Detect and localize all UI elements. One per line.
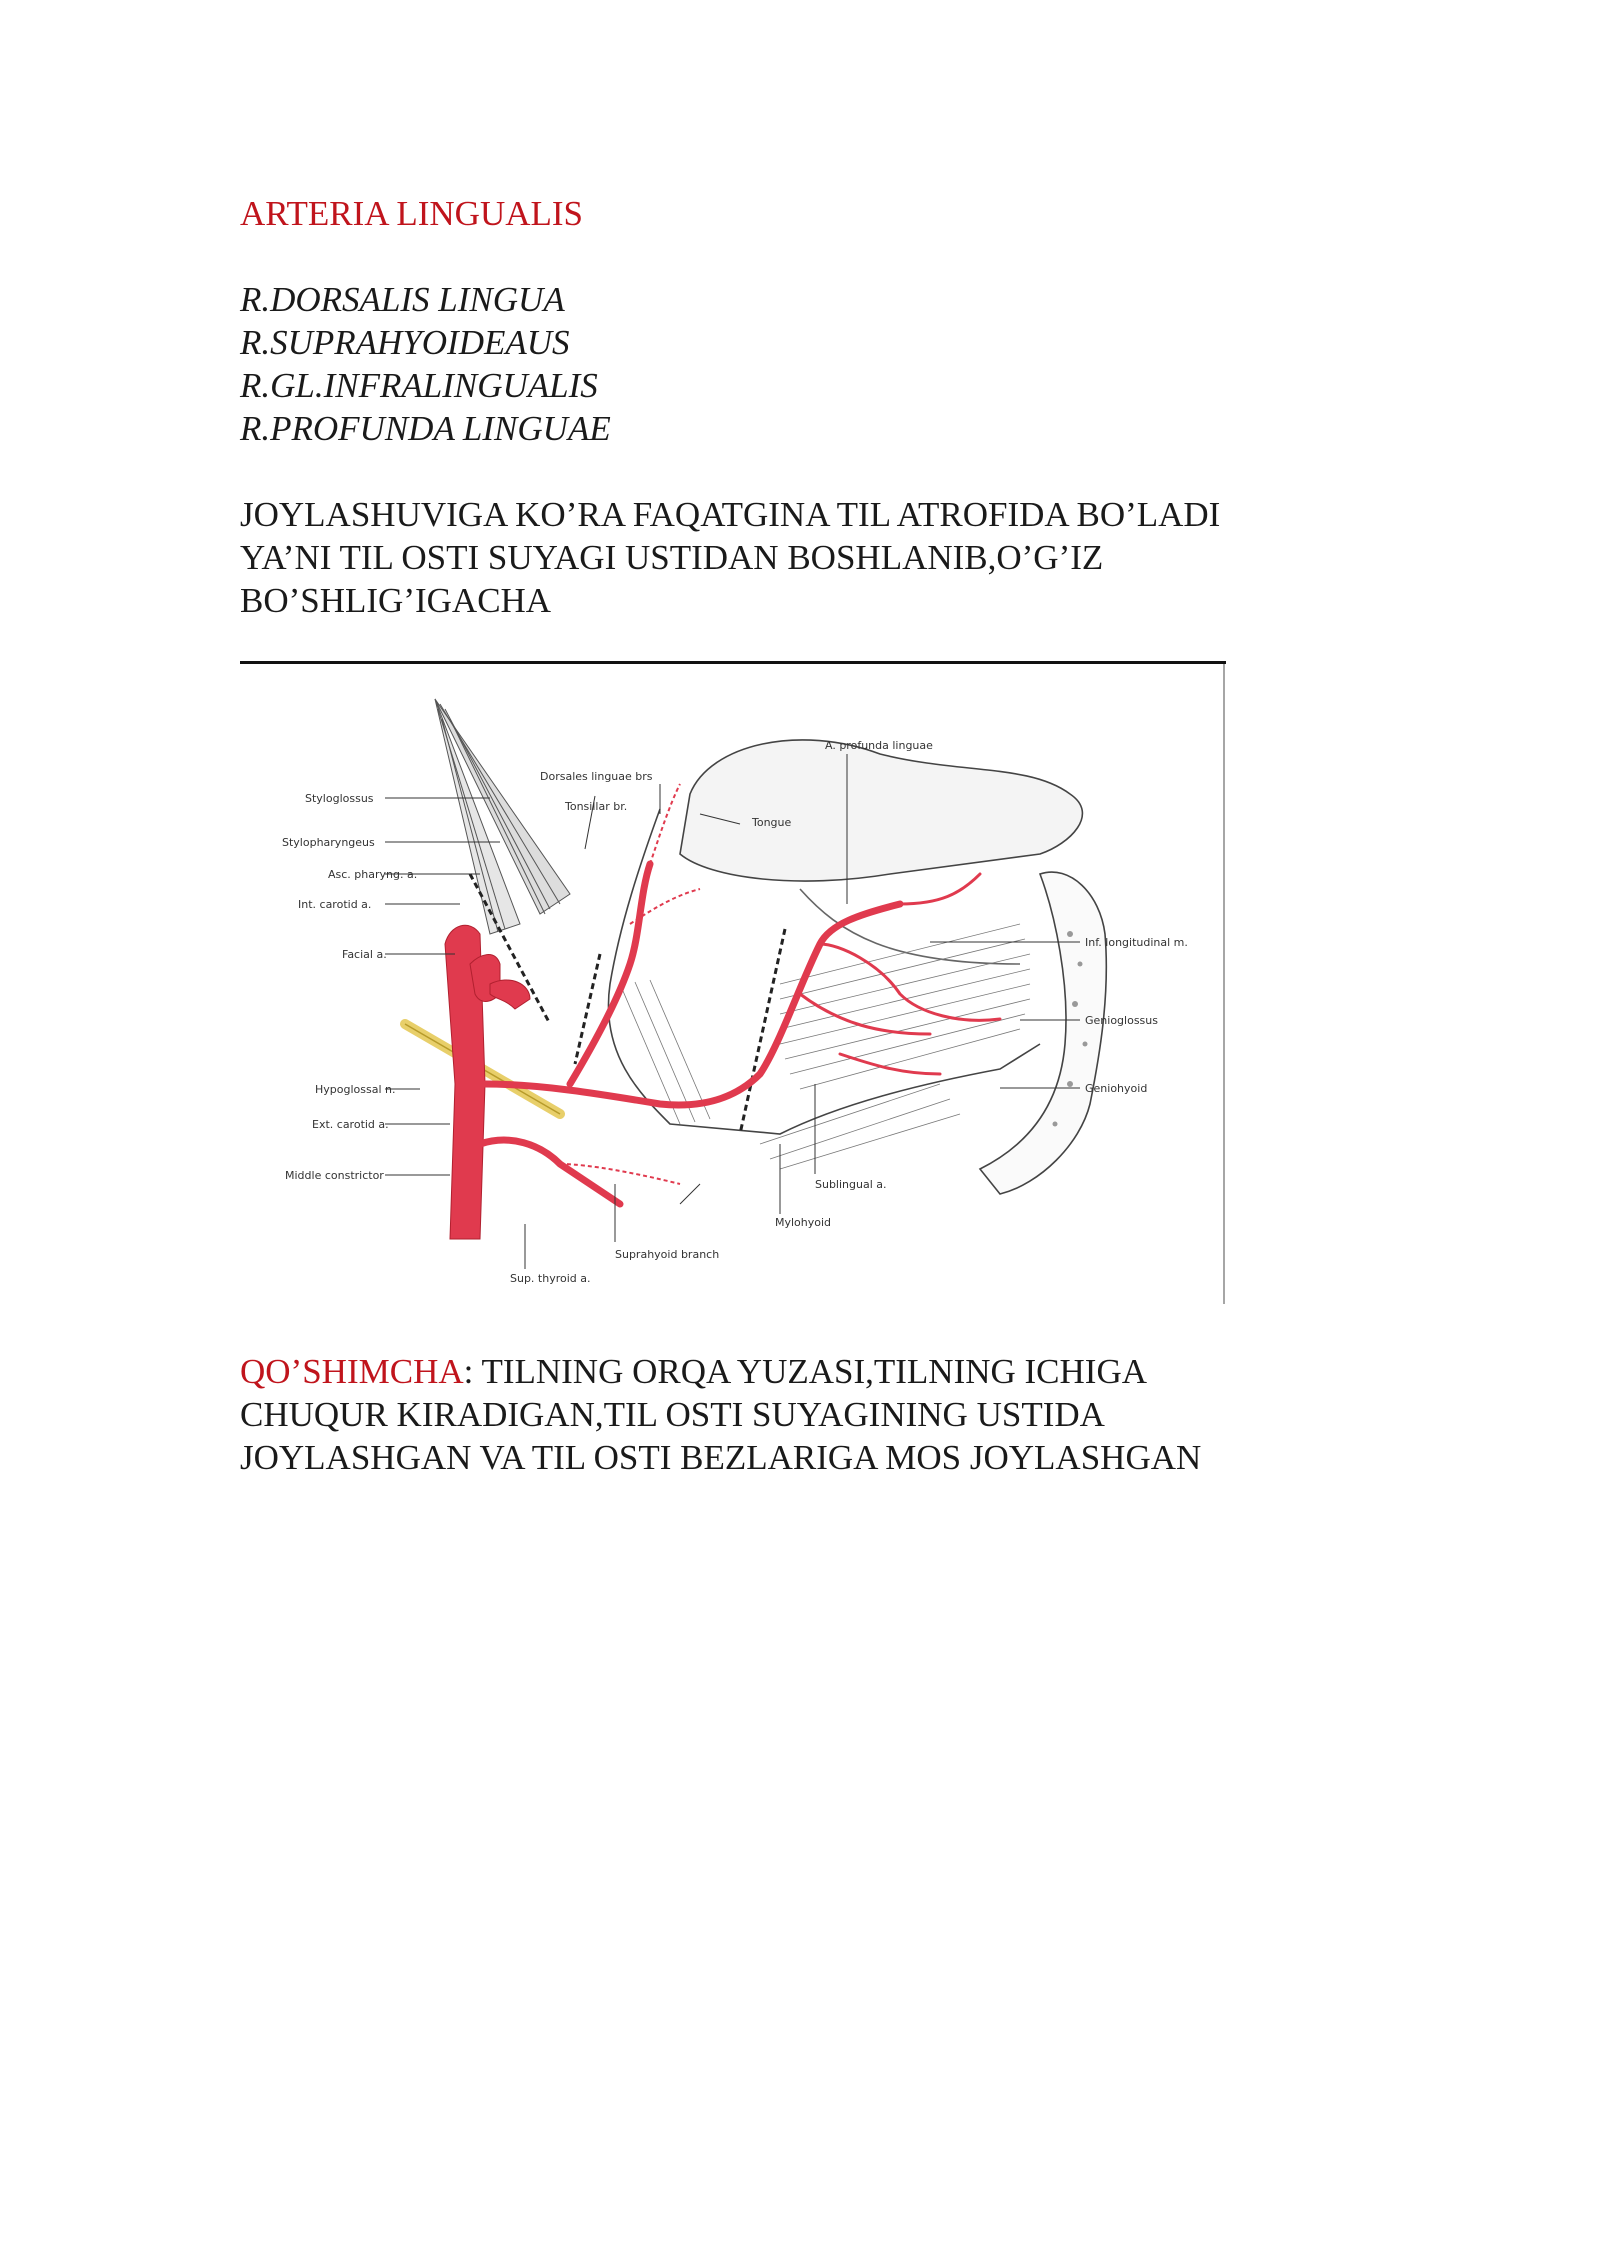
mandible — [980, 872, 1106, 1194]
label-styloglossus: Styloglossus — [305, 792, 374, 805]
branch-item: R.DORSALIS LINGUA — [240, 280, 565, 319]
label-geniohyoid: Geniohyoid — [1085, 1082, 1148, 1095]
label-middle-constrictor: Middle constrictor — [285, 1169, 384, 1182]
lingual-artery — [480, 864, 900, 1204]
lingual-artery-illustration — [240, 664, 1226, 1309]
label-mylohyoid: Mylohyoid — [775, 1216, 832, 1229]
location-paragraph — [240, 493, 1360, 622]
label-genioglossus: Genioglossus — [1085, 1014, 1158, 1027]
extra-line: JOYLASHGAN VA TIL OSTI BEZLARIGA MOS JOYLASHGAN — [240, 1438, 1202, 1477]
label-suprahyoid: Suprahyoid branch — [615, 1248, 720, 1261]
label-sublingual: Sublingual a. — [815, 1178, 887, 1191]
branch-item: R.GL.INFRALINGUALIS — [240, 366, 598, 405]
tongue-shape — [608, 740, 1082, 1134]
branch-list — [240, 278, 611, 450]
label-tongue: Tongue — [752, 816, 792, 829]
extra-line: CHUQUR KIRADIGAN,TIL OSTI SUYAGINING USTIDA — [240, 1395, 1105, 1434]
label-hypoglossal: Hypoglossal n. — [315, 1083, 396, 1096]
extra-line — [240, 1350, 1360, 1393]
lingual-artery-branches — [800, 874, 1000, 1074]
location-line: YA’NI TIL OSTI SUYAGI USTIDAN BOSHLANIB,O’G’IZ — [240, 538, 1104, 577]
label-ext-carotid: Ext. carotid a. — [312, 1118, 389, 1131]
location-line: BO’SHLIG’IGACHA — [240, 581, 552, 620]
label-int-carotid: Int. carotid a. — [298, 898, 372, 911]
label-tonsillar: Tonsillar br. — [565, 800, 628, 813]
extra-first-text: : TILNING ORQA YUZASI,TILNING ICHIGA — [463, 1352, 1148, 1391]
location-line: JOYLASHUVIGA KO’RA FAQATGINA TIL ATROFIDA BO’LADI — [240, 495, 1221, 534]
page-title: ARTERIA LINGUALIS — [240, 194, 584, 233]
anatomy-figure — [240, 664, 1226, 1309]
label-asc-pharyng: Asc. pharyng. a. — [328, 868, 418, 881]
branch-item: R.PROFUNDA LINGUAE — [240, 409, 611, 448]
branch-item: R.SUPRAHYOIDEAUS — [240, 323, 570, 362]
tongue-muscle-hatching — [620, 924, 1030, 1169]
additional-paragraph — [240, 1350, 1360, 1479]
extra-label: QO’SHIMCHA — [240, 1352, 464, 1391]
label-sup-thyroid: Sup. thyroid a. — [510, 1272, 591, 1285]
label-dorsales: Dorsales linguae brs — [540, 770, 653, 783]
label-facial: Facial a. — [342, 948, 387, 961]
dorsal-branches — [560, 784, 700, 1184]
label-profunda: A. profunda linguae — [825, 739, 933, 752]
label-inf-longitudinal: Inf. longitudinal m. — [1085, 936, 1188, 949]
styloid-muscles — [435, 699, 570, 934]
label-stylopharyngeus: Stylopharyngeus — [282, 836, 375, 849]
